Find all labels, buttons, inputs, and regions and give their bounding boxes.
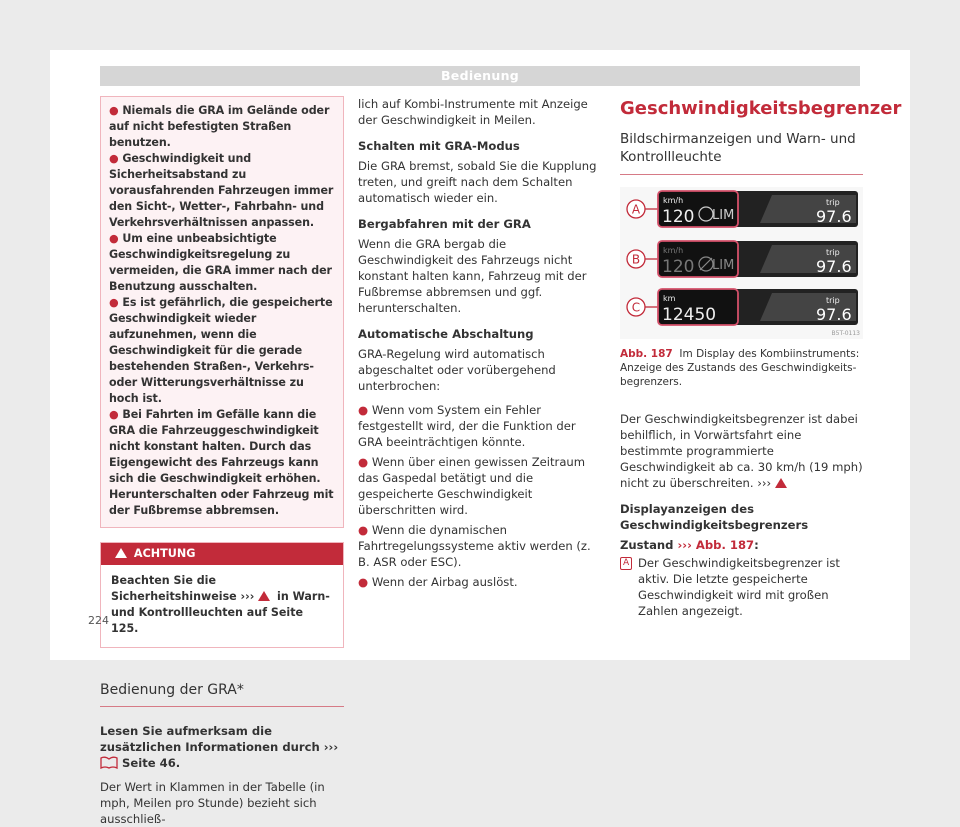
column-1 [100,96,344,827]
svg-text:120: 120 [662,207,695,227]
figure-display [620,187,863,339]
intro-reference: Lesen Sie aufmerksam die zusätzlichen Informationen durch ››› Seite 46. [100,724,339,770]
paragraph: Wenn die GRA bergab die Geschwindigkeit des Fahrzeugs nicht konstant halten kann, Fahrzeug mit der Fußbremse abbremsen und ggf. herunterschalten. [358,237,587,315]
svg-text:B5T-0113: B5T-0113 [831,330,860,337]
section-title: Bedienung der GRA* [100,682,344,707]
svg-text:97.6: 97.6 [816,207,852,226]
svg-text:A: A [631,202,641,217]
subheading: Bergabfahren mit der GRA [358,217,531,231]
svg-text:trip: trip [826,296,840,305]
list-item: ● Wenn vom System ein Fehler festgestellt wird, der die Funktion der GRA beeinträchtigen könnte. [358,403,576,449]
paragraph: GRA-Regelung wird automatisch abgeschaltet oder vorübergehend unterbrochen: [358,347,556,393]
section-heading: Bildschirmanzeigen und Warn- und Kontrollleuchte [620,130,863,175]
svg-text:97.6: 97.6 [816,257,852,276]
warning-triangle-icon [775,478,787,488]
warning-item: ● Um eine unbeabsichtigte Geschwindigkeitsregelung zu vermeiden, die GRA immer nach der Benutzung ausschalten. [109,232,332,293]
svg-text:LIM: LIM [712,258,735,273]
zustand-line: Zustand ››› Abb. 187: [620,538,759,552]
svg-text:B: B [631,252,641,267]
instrument-display-illustration [620,187,863,339]
warning-triangle-icon [115,548,127,558]
paragraph: Die GRA bremst, sobald Sie die Kupplung treten, und greift nach dem Schalten automatisch wieder ein. [358,159,597,205]
subheading: Automatische Abschaltung [358,327,534,341]
column-2 [358,96,602,590]
list-item: ● Wenn über einen gewissen Zeitraum das Gaspedal betätigt und die gespeicherte Geschwindigkeit überschritten wird. [358,455,586,517]
chapter-title: Geschwindigkeitsbegrenzer [620,98,902,119]
list-item: ● Wenn der Airbag auslöst. [358,575,518,589]
svg-text:LIM: LIM [712,208,735,223]
warning-triangle-icon [258,591,270,601]
paragraph: Der Geschwindigkeitsbegrenzer ist dabei behilflich, in Vorwärtsfahrt eine bestimmte programmierte Geschwindigkeit ab ca. 30 km/h (19 mph) nicht zu überschreiten. ››› [620,412,863,490]
state-label: A [620,557,632,570]
svg-text:trip: trip [826,248,840,257]
page-link[interactable]: Seite 46. [122,756,181,770]
svg-text:trip: trip [826,198,840,207]
paragraph: lich auf Kombi-Instrumente mit Anzeige der Geschwindigkeit in Meilen. [358,97,588,127]
display-row-c [627,289,858,325]
achtung-header: ACHTUNG [101,543,343,565]
page-header: Bedienung [100,66,860,86]
intro-text: Der Wert in Klammen in der Tabelle (in mph, Meilen pro Stunde) bezieht sich ausschließ- [100,780,325,826]
figure-link[interactable]: ››› Abb. 187 [677,538,755,552]
svg-text:km/h: km/h [663,196,684,205]
achtung-box [100,542,344,648]
svg-text:12450: 12450 [662,305,717,325]
warning-item: ● Bei Fahrten im Gefälle kann die GRA die Fahrzeuggeschwindigkeit nicht konstant halten. Durch das Eigengewicht des Fahrzeugs kann sich die Geschwindigkeit erhöhen. Herunterschalten oder Fahrzeug mit der Fußbremse abbremsen. [109,408,334,517]
warning-item: ● Es ist gefährlich, die gespeicherte Geschwindigkeit wieder aufzunehmen, wenn die Geschwindigkeit für die gerade bestehenden Straßen-, Verkehrs- oder Witterungsverhältnisse zu hoch ist. [109,296,333,405]
page-number: 224 [88,614,109,627]
display-row-a [627,191,858,227]
svg-text:km/h: km/h [663,246,684,255]
subheading: Schalten mit GRA-Modus [358,139,520,153]
svg-text:km: km [663,294,676,303]
warning-item: ● Geschwindigkeit und Sicherheitsabstand zu vorausfahrenden Fahrzeugen immer den Sicht-, Wetter-, Fahrbahn- und Verkehrsverhältnissen anpassen. [109,152,334,229]
svg-text:C: C [631,300,641,315]
state-item: A Der Geschwindigkeitsbegrenzer ist aktiv. Die letzte gespeicherte Geschwindigkeit wird mit großen Zahlen angezeigt. [620,555,863,619]
display-row-b [627,241,858,277]
svg-text:120: 120 [662,257,695,277]
svg-text:97.6: 97.6 [816,305,852,324]
list-item: ● Wenn die dynamischen Fahrtregelungssysteme aktiv werden (z. B. ASR oder ESC). [358,523,591,569]
column-3 [620,96,902,619]
achtung-text: Beachten Sie die Sicherheitshinweise ››› in Warn- und Kontrollleuchten auf Seite 125. [111,574,330,635]
warning-item: ● Niemals die GRA im Gelände oder auf nicht befestigten Straßen benutzen. [109,104,330,149]
warning-box [100,96,344,528]
subheading: Displayanzeigen des Geschwindigkeitsbegrenzers [620,502,809,532]
book-reference-icon [100,756,118,769]
figure-caption: Abb. 187 Im Display des Kombiinstruments: Anzeige des Zustands des Geschwindigkeitsbegrenzers. [620,348,860,388]
